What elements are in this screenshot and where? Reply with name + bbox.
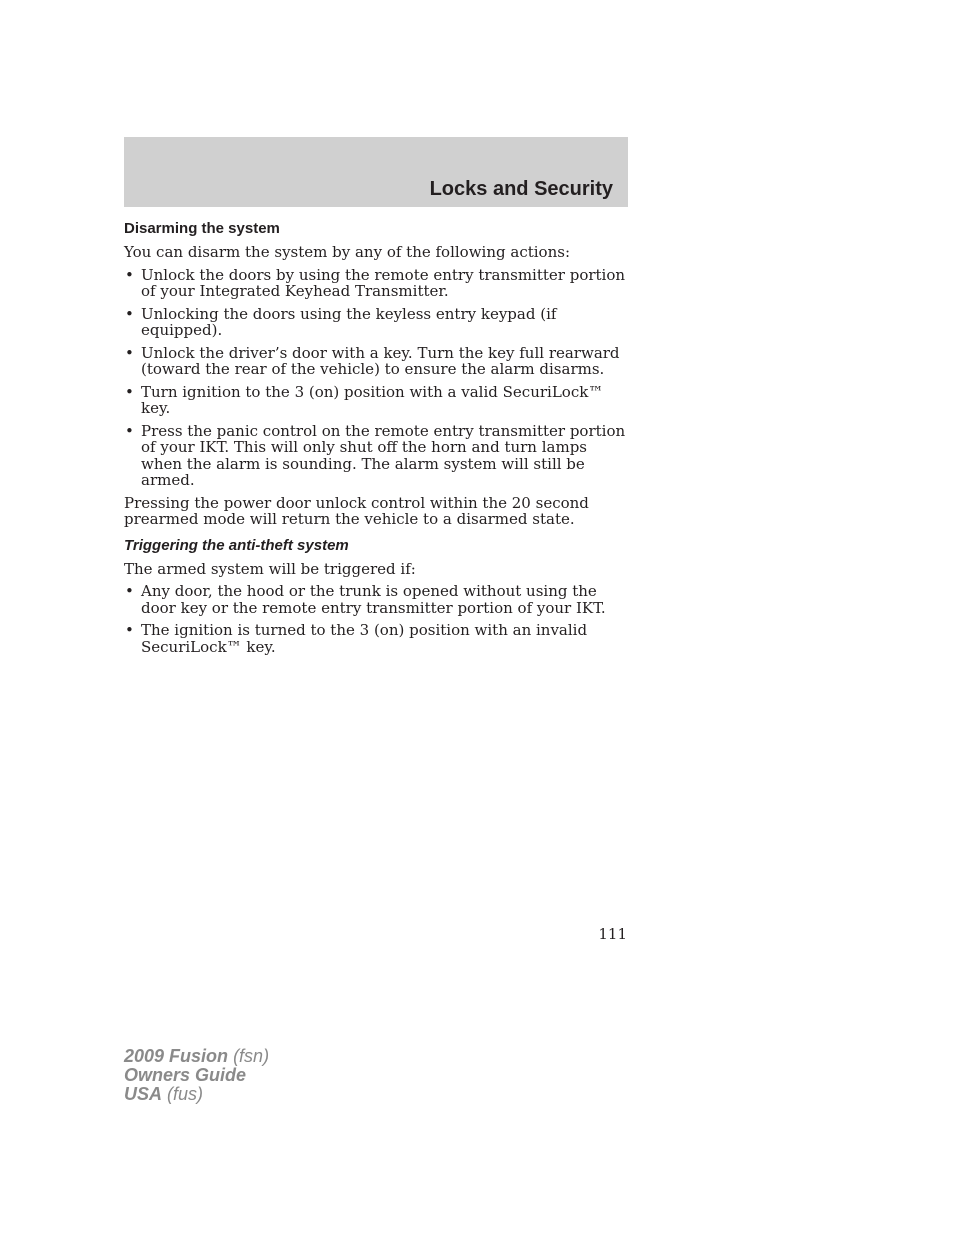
footer-line-3: USA (fus) <box>124 1084 204 1104</box>
triggering-intro: The armed system will be triggered if: <box>124 559 416 578</box>
list-item: • Turn ignition to the 3 (on) position with a valid SecuriLock™ key. <box>125 382 604 417</box>
bullet-icon: • <box>125 382 134 401</box>
footer-line-1: 2009 Fusion (fsn) <box>124 1046 270 1066</box>
document-footer <box>124 1047 269 1104</box>
footer-line-2: Owners Guide <box>124 1065 247 1085</box>
bullet-icon: • <box>125 265 134 284</box>
disarming-heading: Disarming the system <box>124 220 280 237</box>
disarming-outro: Pressing the power door unlock control within the 20 second prearmed mode will return the vehicle to a disarmed state. <box>124 493 589 528</box>
list-item: • Press the panic control on the remote entry transmitter portion of your IKT. This will only shut off the horn and turn lamps when the alarm is sounding. The alarm system will still be armed. <box>125 421 626 489</box>
bullet-icon: • <box>125 621 134 639</box>
triggering-heading: Triggering the anti-theft system <box>124 536 349 554</box>
bullet-icon: • <box>125 343 134 362</box>
bullet-icon: • <box>125 421 134 440</box>
triggering-list <box>124 583 628 655</box>
list-item: • Unlock the doors by using the remote entry transmitter portion of your Integrated Keyhead Transmitter. <box>125 265 626 300</box>
list-item: • Unlocking the doors using the keyless entry keypad (if equipped). <box>125 304 557 339</box>
page-content <box>124 220 628 661</box>
bullet-icon: • <box>125 304 134 323</box>
bullet-icon: • <box>125 582 134 600</box>
list-item: • The ignition is turned to the 3 (on) position with an invalid SecuriLock™ key. <box>125 621 588 656</box>
page-number: 111 <box>598 925 627 943</box>
list-item: • Unlock the driver’s door with a key. Turn the key full rearward (toward the rear of the vehicle) to ensure the alarm disarms. <box>125 343 620 378</box>
list-item: • Any door, the hood or the trunk is opened without using the door key or the remote entry transmitter portion of your IKT. <box>125 582 606 617</box>
section-header-band <box>124 137 628 207</box>
disarming-list <box>124 267 628 489</box>
disarming-intro: You can disarm the system by any of the following actions: <box>124 243 570 261</box>
section-title: Locks and Security <box>429 178 613 200</box>
